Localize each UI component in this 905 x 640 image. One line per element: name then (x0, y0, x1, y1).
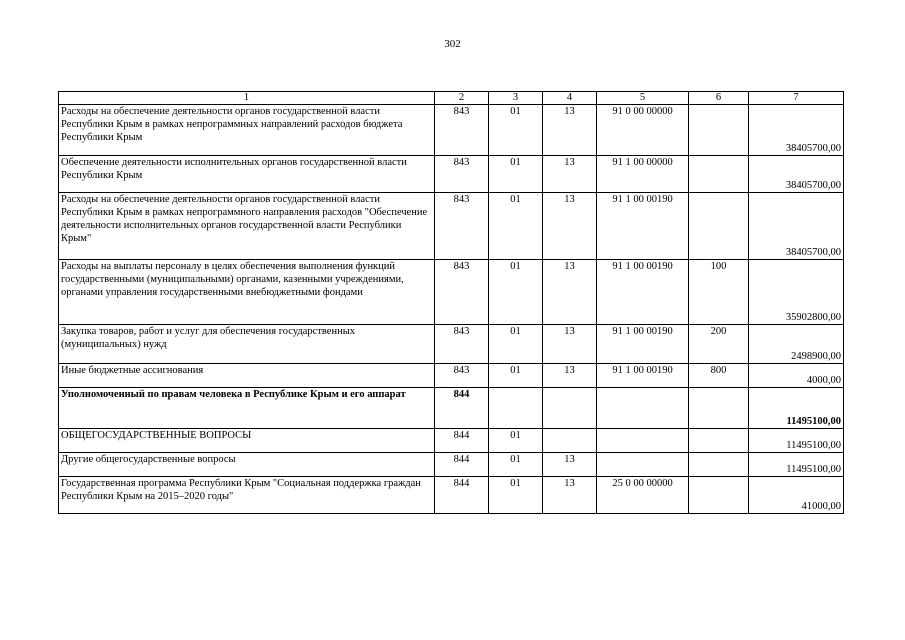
page-number: 302 (444, 38, 461, 50)
expense-type-cell (689, 477, 749, 514)
row-name-cell: Расходы на выплаты персоналу в целях обеспечения выполнения функций государственными (муниципальными) органами, казенными учреждениями, органами управления государственными внебюджетными фондами (59, 260, 435, 325)
subsection-code-cell: 13 (543, 477, 597, 514)
column-header: 1 (59, 92, 435, 105)
amount-cell: 4000,00 (749, 364, 844, 388)
amount-cell: 11495100,00 (749, 429, 844, 453)
ministry-code-cell: 844 (435, 388, 489, 429)
budget-table (58, 91, 844, 514)
amount-cell: 11495100,00 (749, 388, 844, 429)
subsection-code-cell: 13 (543, 364, 597, 388)
amount-cell: 38405700,00 (749, 193, 844, 260)
target-article-cell: 91 0 00 00000 (597, 105, 689, 156)
table-row (59, 453, 844, 477)
subsection-code-cell: 13 (543, 105, 597, 156)
table-row (59, 105, 844, 156)
row-name-cell: ОБЩЕГОСУДАРСТВЕННЫЕ ВОПРОСЫ (59, 429, 435, 453)
column-header: 3 (489, 92, 543, 105)
section-code-cell: 01 (489, 105, 543, 156)
ministry-code-cell: 844 (435, 453, 489, 477)
section-code-cell: 01 (489, 364, 543, 388)
header-row (59, 92, 844, 105)
table-row (59, 429, 844, 453)
subsection-code-cell: 13 (543, 260, 597, 325)
row-name-cell: Расходы на обеспечение деятельности органов государственной власти Республики Крым в рамках непрограммных направлений расходов бюджета Республики Крым (59, 105, 435, 156)
section-code-cell: 01 (489, 193, 543, 260)
ministry-code-cell: 844 (435, 477, 489, 514)
expense-type-cell (689, 156, 749, 193)
amount-cell: 35902800,00 (749, 260, 844, 325)
expense-type-cell: 100 (689, 260, 749, 325)
target-article-cell: 91 1 00 00190 (597, 364, 689, 388)
ministry-code-cell: 843 (435, 156, 489, 193)
row-name-cell: Уполномоченный по правам человека в Республике Крым и его аппарат (59, 388, 435, 429)
amount-cell: 11495100,00 (749, 453, 844, 477)
column-header: 6 (689, 92, 749, 105)
subsection-code-cell (543, 388, 597, 429)
target-article-cell: 91 1 00 00190 (597, 260, 689, 325)
subsection-code-cell: 13 (543, 453, 597, 477)
ministry-code-cell: 843 (435, 260, 489, 325)
target-article-cell (597, 429, 689, 453)
expense-type-cell (689, 429, 749, 453)
target-article-cell: 91 1 00 00190 (597, 325, 689, 364)
column-header: 4 (543, 92, 597, 105)
ministry-code-cell: 843 (435, 364, 489, 388)
amount-cell: 41000,00 (749, 477, 844, 514)
amount-cell: 2498900,00 (749, 325, 844, 364)
ministry-code-cell: 843 (435, 193, 489, 260)
section-code-cell: 01 (489, 429, 543, 453)
target-article-cell: 25 0 00 00000 (597, 477, 689, 514)
row-name-cell: Расходы на обеспечение деятельности органов государственной власти Республики Крым в рамках непрограммного направления расходов "Обеспечение деятельности исполнительных органов государственной власти Республики Крым" (59, 193, 435, 260)
row-name-cell: Закупка товаров, работ и услуг для обеспечения государственных (муниципальных) нужд (59, 325, 435, 364)
row-name-cell: Иные бюджетные ассигнования (59, 364, 435, 388)
section-code-cell: 01 (489, 156, 543, 193)
target-article-cell (597, 388, 689, 429)
section-code-cell (489, 388, 543, 429)
target-article-cell: 91 1 00 00000 (597, 156, 689, 193)
expense-type-cell (689, 105, 749, 156)
ministry-code-cell: 844 (435, 429, 489, 453)
table-row (59, 156, 844, 193)
column-header: 5 (597, 92, 689, 105)
target-article-cell: 91 1 00 00190 (597, 193, 689, 260)
section-code-cell: 01 (489, 453, 543, 477)
row-name-cell: Обеспечение деятельности исполнительных органов государственной власти Республики Крым (59, 156, 435, 193)
section-code-cell: 01 (489, 325, 543, 364)
section-code-cell: 01 (489, 477, 543, 514)
subsection-code-cell: 13 (543, 325, 597, 364)
section-code-cell: 01 (489, 260, 543, 325)
expense-type-cell: 800 (689, 364, 749, 388)
column-header: 2 (435, 92, 489, 105)
expense-type-cell: 200 (689, 325, 749, 364)
amount-cell: 38405700,00 (749, 156, 844, 193)
target-article-cell (597, 453, 689, 477)
subsection-code-cell: 13 (543, 193, 597, 260)
expense-type-cell (689, 453, 749, 477)
column-header: 7 (749, 92, 844, 105)
expense-type-cell (689, 193, 749, 260)
row-name-cell: Другие общегосударственные вопросы (59, 453, 435, 477)
table-row (59, 193, 844, 260)
ministry-code-cell: 843 (435, 325, 489, 364)
table-row (59, 325, 844, 364)
subsection-code-cell (543, 429, 597, 453)
subsection-code-cell: 13 (543, 156, 597, 193)
ministry-code-cell: 843 (435, 105, 489, 156)
row-name-cell: Государственная программа Республики Крым "Социальная поддержка граждан Республики Крым на 2015–2020 годы" (59, 477, 435, 514)
table-row (59, 364, 844, 388)
amount-cell: 38405700,00 (749, 105, 844, 156)
table-row (59, 477, 844, 514)
expense-type-cell (689, 388, 749, 429)
table-row (59, 388, 844, 429)
table-row (59, 260, 844, 325)
